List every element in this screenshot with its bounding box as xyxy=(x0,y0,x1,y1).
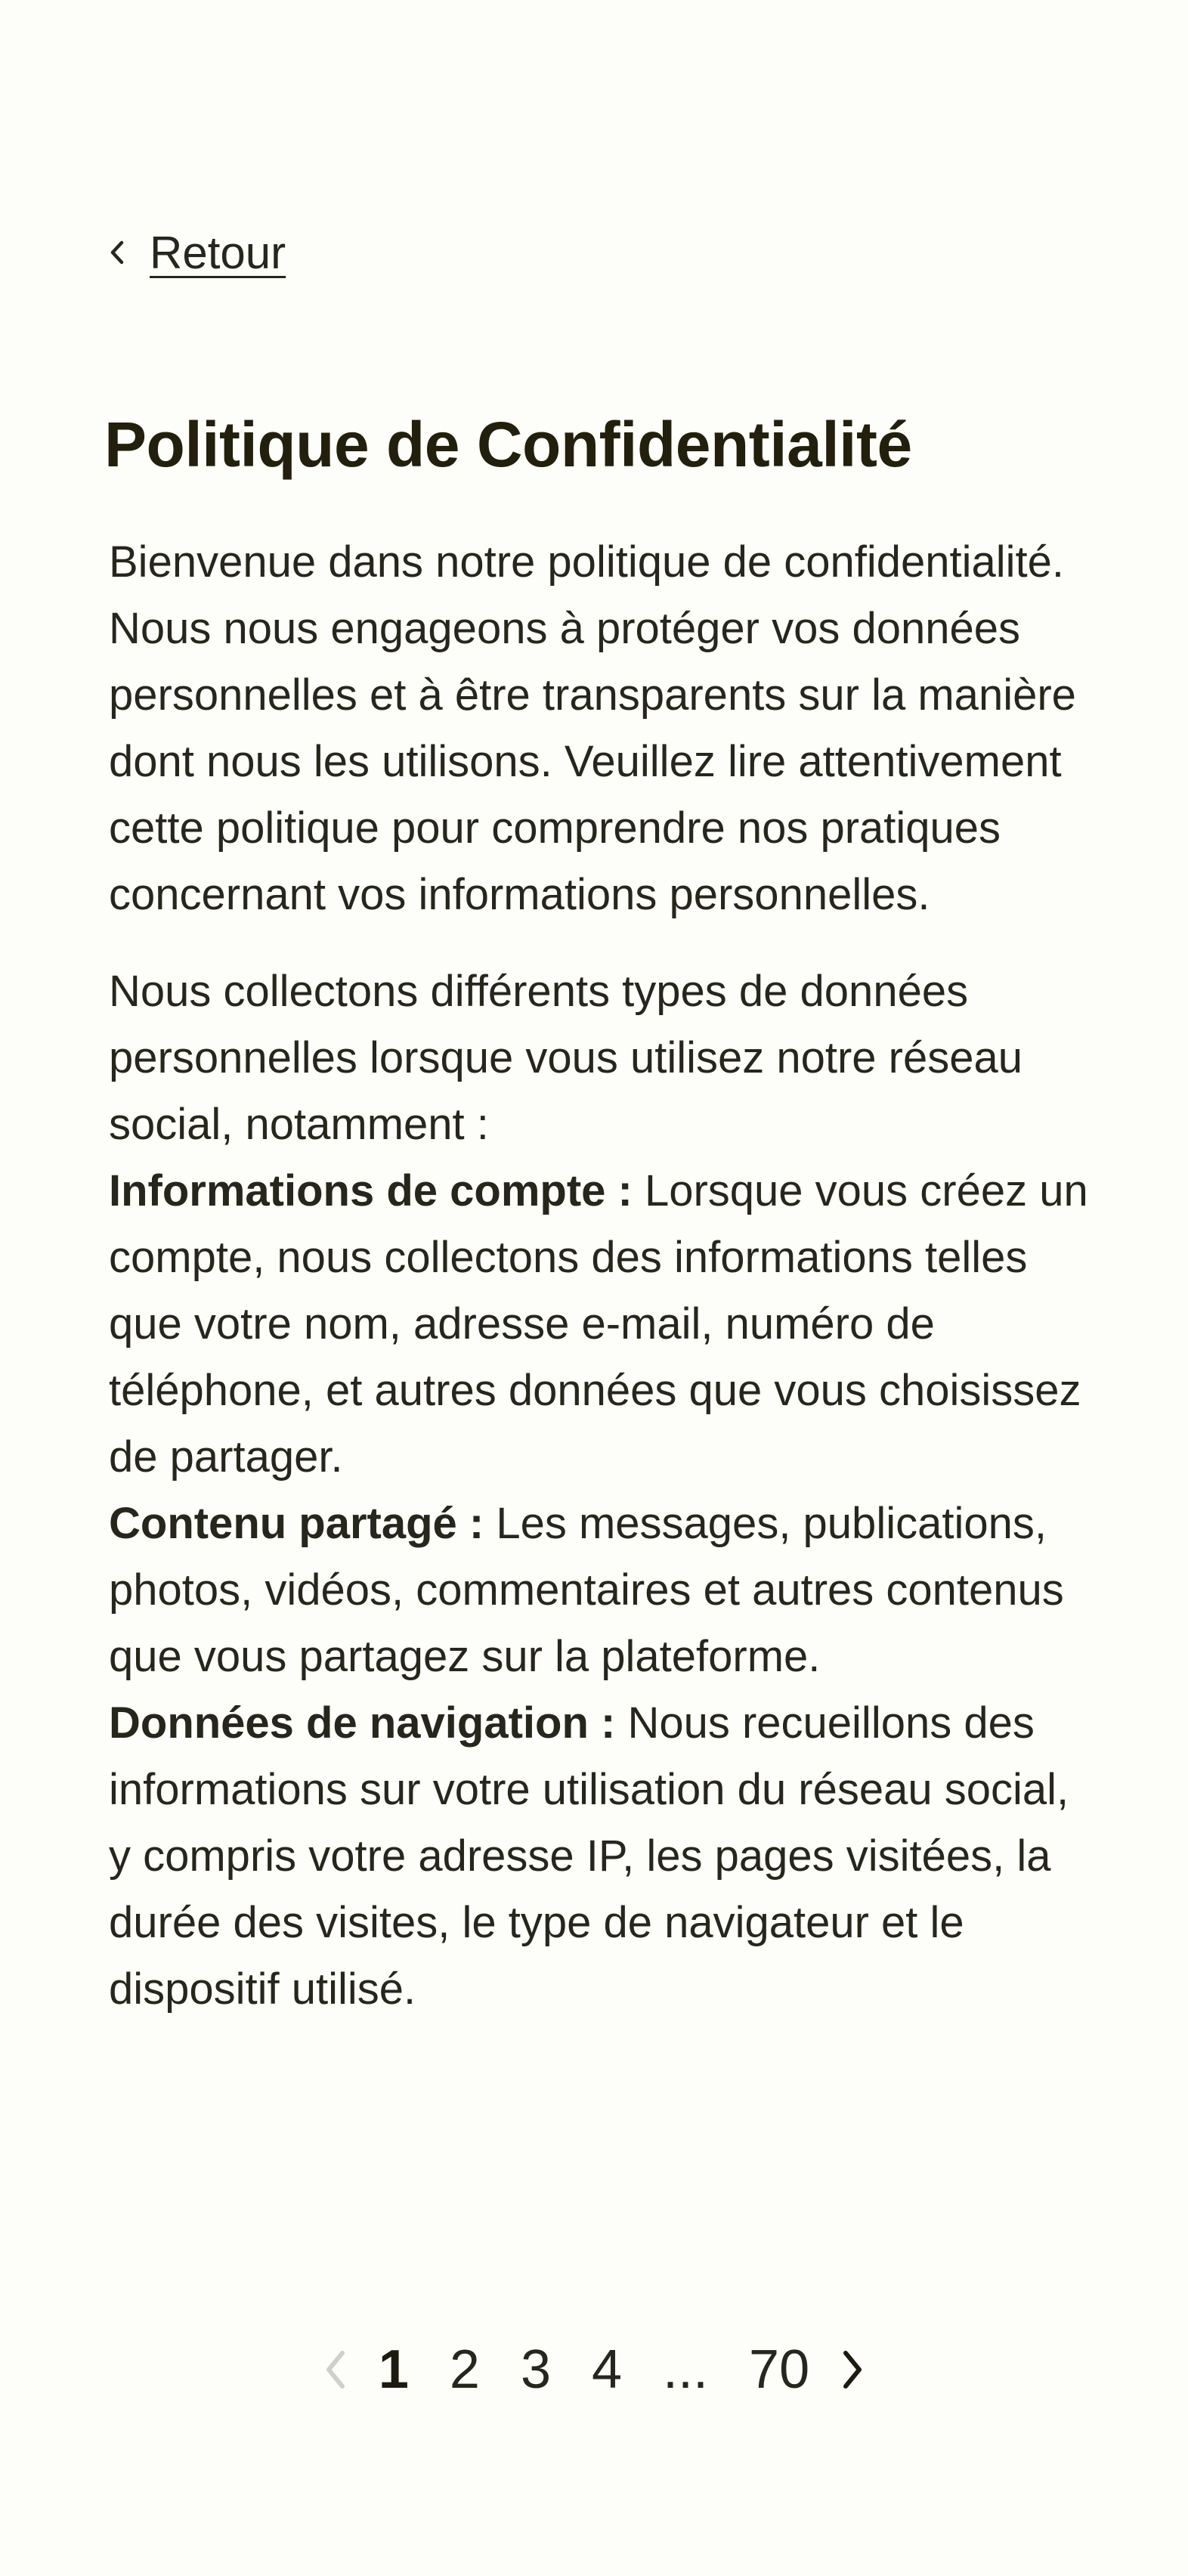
pagination-page-2[interactable]: 2 xyxy=(449,2339,480,2400)
pagination-prev-button[interactable] xyxy=(313,2339,358,2400)
section-account-info xyxy=(109,1158,1091,1491)
section-heading: Données de navigation : xyxy=(109,1698,616,1748)
collect-intro-paragraph: Nous collectons différents types de données personnelles lorsque vous utilisez notre réseau social, notamment : xyxy=(109,967,1023,1149)
pagination-page-3[interactable]: 3 xyxy=(520,2339,551,2400)
section-text: Nous recueillons des informations sur votre utilisation du réseau social, y compris votre adresse IP, les pages visitées, la durée des visites, le type de navigateur et le dispositif utilisé. xyxy=(109,1698,1069,2014)
section-navigation-data xyxy=(109,1690,1091,2023)
chevron-right-icon xyxy=(841,2348,864,2391)
pagination-page-last[interactable]: 70 xyxy=(749,2339,810,2400)
pagination-page-1[interactable]: 1 xyxy=(378,2339,409,2400)
chevron-left-icon xyxy=(324,2348,347,2391)
pagination-next-button[interactable] xyxy=(830,2339,875,2400)
pagination-page-4[interactable]: 4 xyxy=(591,2339,623,2400)
section-shared-content xyxy=(109,1491,1091,1690)
pagination-ellipsis: ... xyxy=(663,2339,709,2400)
section-heading: Contenu partagé : xyxy=(109,1499,484,1548)
page-title: Politique de Confidentialité xyxy=(104,409,912,480)
section-text: Lorsque vous créez un compte, nous collectons des informations telles que votre nom, adresse e-mail, numéro de téléphone, et autres données que vous choisissez de partager. xyxy=(109,1166,1088,1482)
section-text: Les messages, publications, photos, vidéos, commentaires et autres contenus que vous partagez sur la plateforme. xyxy=(109,1499,1064,1681)
policy-body xyxy=(109,529,1091,2023)
section-heading: Informations de compte : xyxy=(109,1166,633,1215)
pagination xyxy=(0,2328,1188,2411)
intro-paragraph: Bienvenue dans notre politique de confidentialité. Nous nous engageons à protéger vos données personnelles et à être transparents sur la manière dont nous les utilisons. Veuillez lire attentivement cette politique pour comprendre nos pratiques concernant vos informations personnelles. xyxy=(109,537,1076,919)
back-label: Retour xyxy=(150,227,286,278)
back-link[interactable] xyxy=(104,219,286,286)
chevron-left-icon xyxy=(104,240,130,265)
